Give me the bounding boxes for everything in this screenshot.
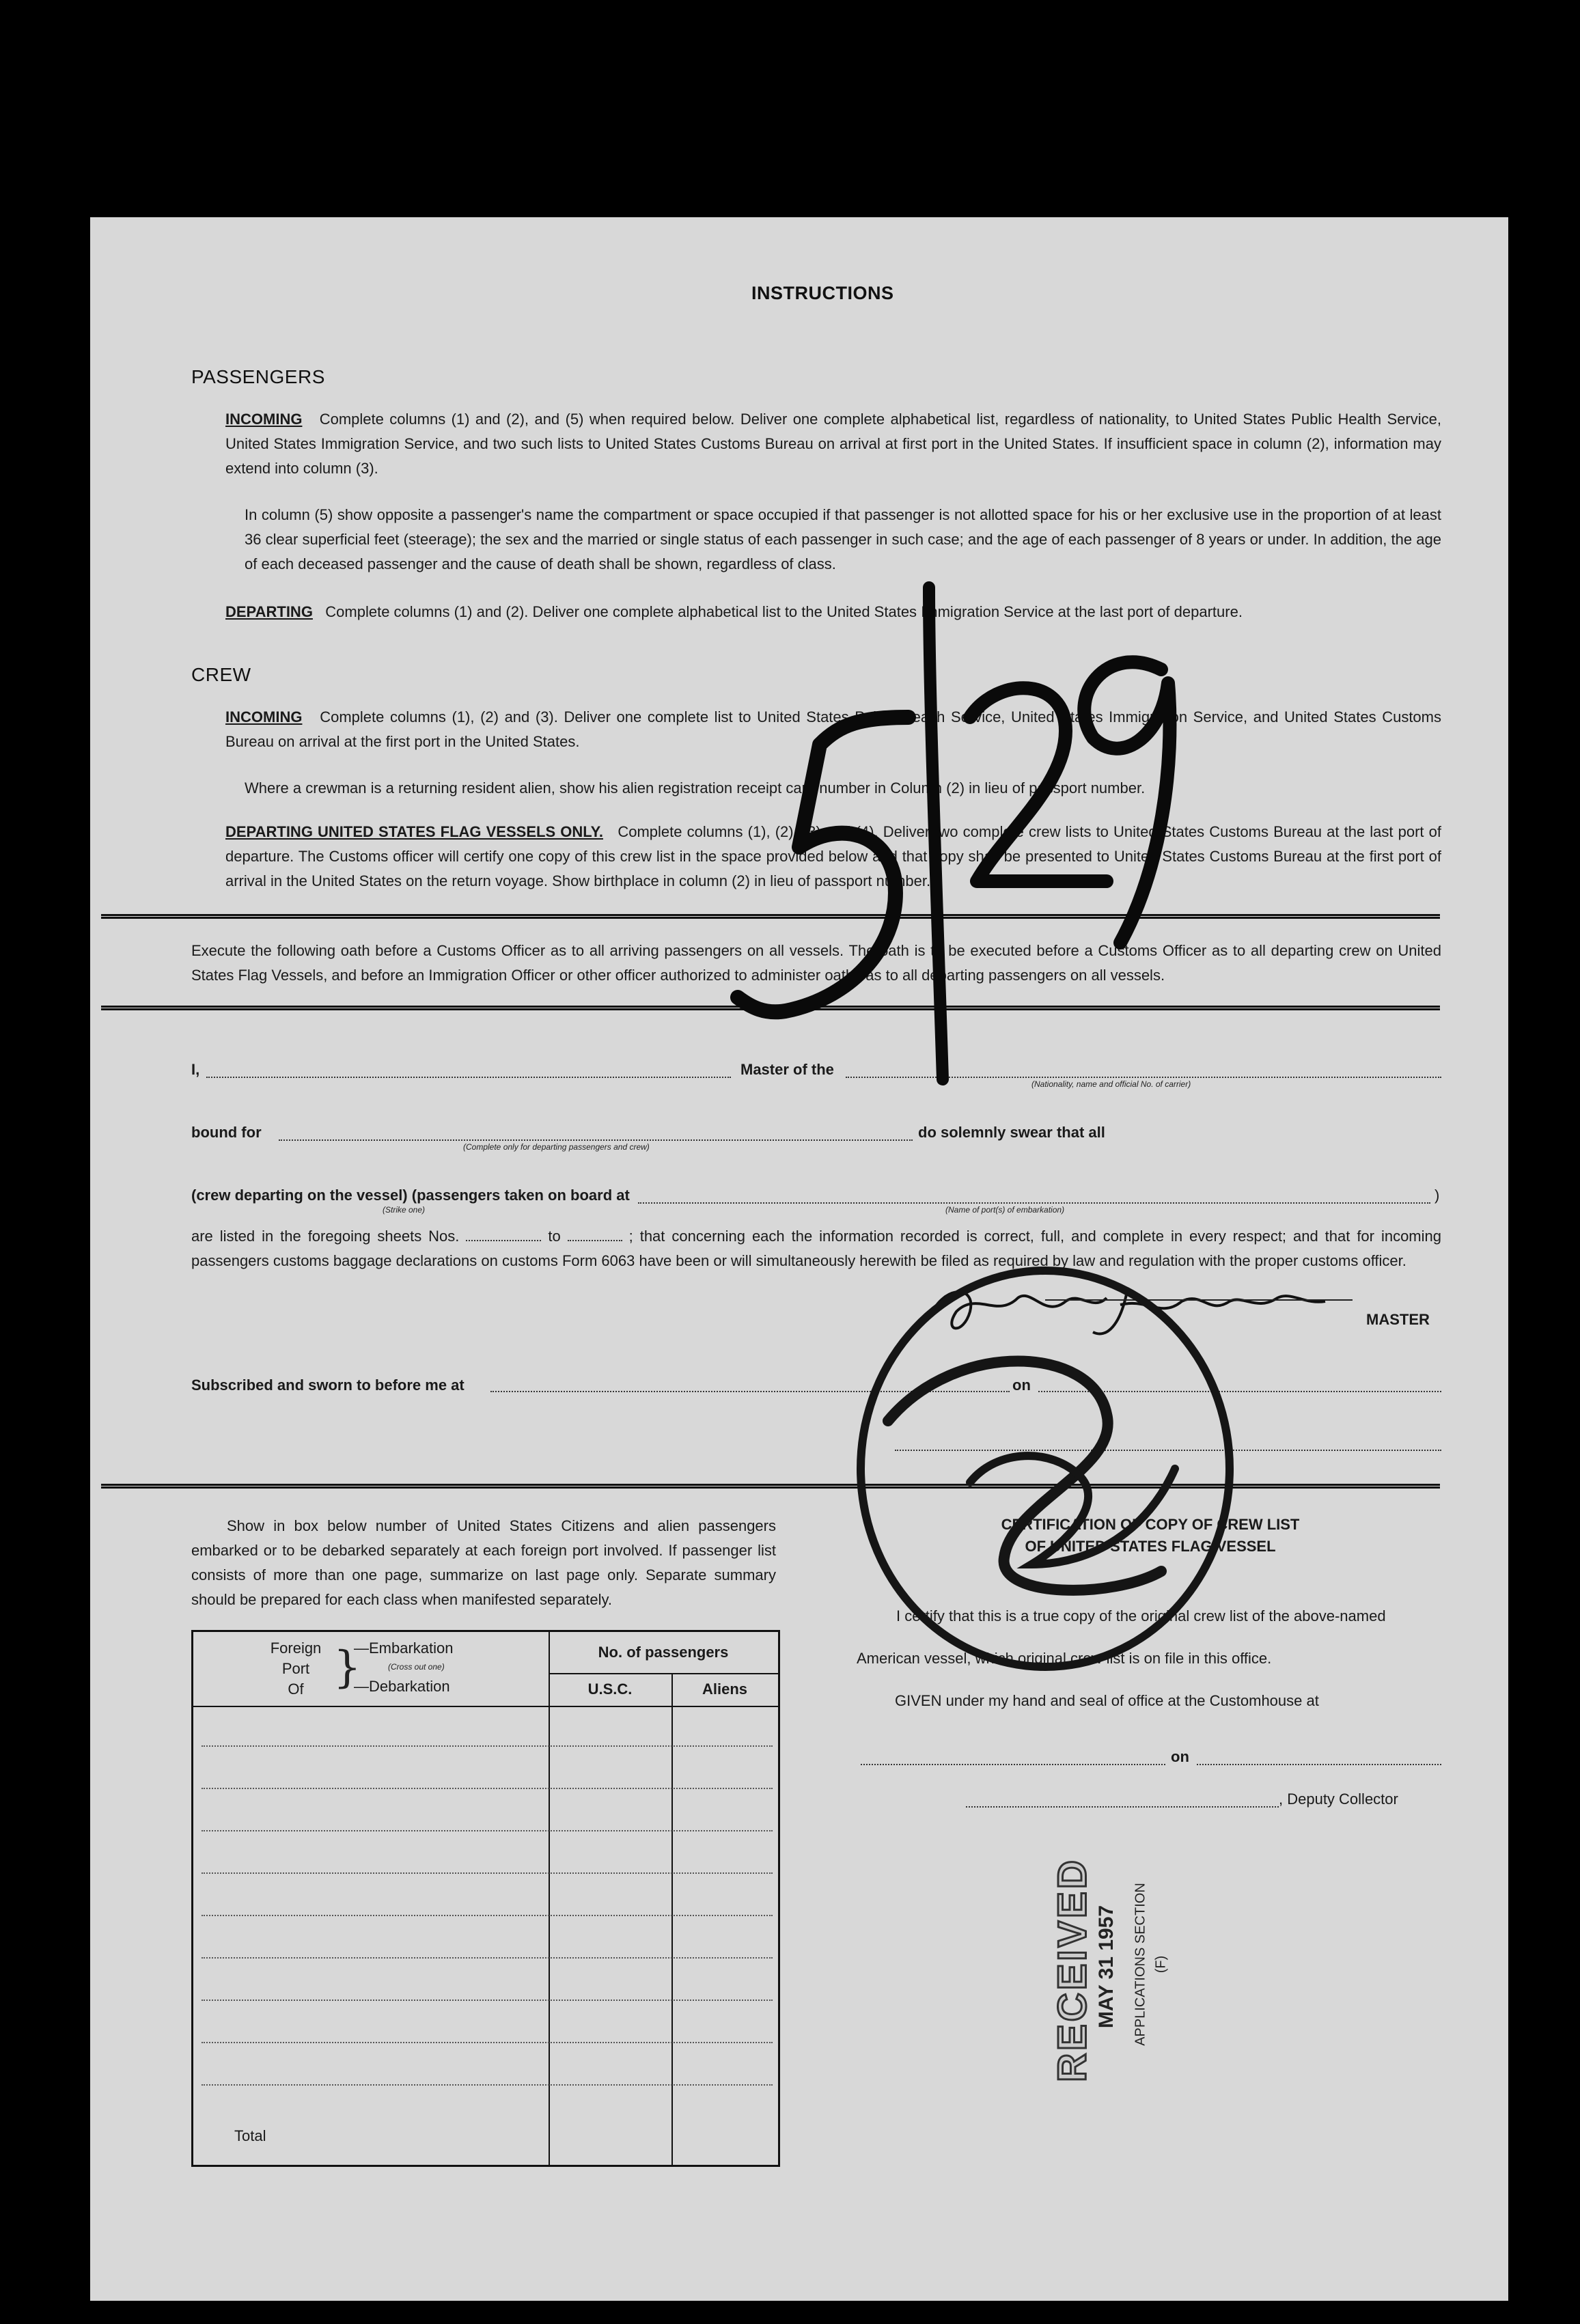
divider-2 [101, 1006, 1440, 1010]
crew-incoming-label: INCOMING [225, 708, 303, 725]
brace: } [333, 1642, 361, 1693]
certification-on-label: on [1171, 1748, 1189, 1765]
passengers-departing-label: DEPARTING [225, 603, 313, 620]
master-signature [915, 1271, 1339, 1346]
summary-row-1[interactable] [202, 1745, 773, 1747]
crew-heading: CREW [191, 664, 251, 685]
passenger-summary-table [191, 1630, 780, 2167]
usc-header: U.S.C. [587, 1680, 633, 1698]
summary-row-2[interactable] [202, 1788, 773, 1789]
crew-incoming-block [225, 705, 1441, 754]
debarkation-label: —Debarkation [354, 1678, 450, 1695]
listed-block [191, 1224, 1441, 1273]
received-stamp-f: (F) [1153, 1955, 1169, 1974]
subscribed-label: Subscribed and sworn to before me at [191, 1377, 465, 1394]
deputy-collector-field[interactable] [966, 1806, 1279, 1808]
american-text: American vessel, which original crew list is on file in this office. [857, 1650, 1272, 1667]
master-label: MASTER [1366, 1311, 1430, 1328]
passengers-departing-text: Complete columns (1) and (2). Deliver one complete alphabetical list to the United States Immigration Service at the last port of departure. [325, 603, 1243, 620]
crew-departing-label-line: (crew departing on the vessel) (passengers taken on board at [191, 1187, 630, 1204]
header-split [549, 1673, 778, 1674]
of-word: Of [288, 1680, 304, 1698]
passengers-departing-block [225, 600, 1441, 624]
divider-1 [101, 914, 1440, 919]
certification-title-2: OF UNITED STATES FLAG VESSEL [1025, 1538, 1276, 1555]
received-stamp [997, 1844, 1169, 2090]
ports-caption: (Name of port(s) of embarkation) [945, 1205, 1065, 1215]
oath-intro: Execute the following oath before a Customs Officer as to all arriving passengers on all vessels. The oath is to be executed before a Customs Officer as to all departing crew on United States Flag Vessels, and before an Immigration Officer or other officer authorized to administer oaths as to all departing passengers on all vessels. [191, 942, 1441, 984]
passengers-incoming-block [225, 407, 1441, 481]
crew-resident-text: Where a crewman is a returning resident alien, show his alien registration receipt card number in Column (2) in lieu of passport number. [245, 779, 1146, 797]
col-divider-2 [671, 1673, 673, 2165]
sheet-from-field[interactable] [466, 1240, 541, 1241]
subscribed-place-field[interactable] [490, 1391, 1010, 1392]
bound-for-field[interactable] [279, 1139, 913, 1141]
total-label: Total [234, 2127, 266, 2144]
summary-row-4[interactable] [202, 1872, 773, 1874]
master-name-field[interactable] [206, 1077, 731, 1078]
foreign-port-of [262, 1636, 330, 1702]
certify-text: I certify that this is a true copy of the original crew list of the above-named [896, 1607, 1386, 1624]
customhouse-field[interactable] [861, 1764, 1165, 1765]
sheet-to-field[interactable] [568, 1240, 622, 1241]
crew-departing-block [225, 820, 1441, 894]
crew-departing-label: DEPARTING UNITED STATES FLAG VESSELS ONLY. [225, 823, 603, 840]
summary-row-6[interactable] [202, 1957, 773, 1959]
oath-i-label: I, [191, 1061, 200, 1078]
crew-incoming-text: Complete columns (1), (2) and (3). Deliver one complete list to United States Public Health Service, United States Immigration Service, and United States Customs Bureau on arrival at the first port in the United States. [225, 708, 1441, 750]
bound-for-label: bound for [191, 1124, 262, 1141]
listed-label: are listed in the foregoing sheets Nos. [191, 1228, 460, 1245]
passengers-incoming-text: Complete columns (1) and (2), and (5) when required below. Deliver one complete alphabetical list, regardless of nationality, to United States Public Health Service, United States Immigration Service, and two such lists to United States Customs Bureau on arrival at first port in the United States. If insufficient space in column (2), information may extend into column (3). [225, 411, 1441, 477]
summary-row-5[interactable] [202, 1915, 773, 1916]
summary-instructions: Show in box below number of United States Citizens and alien passengers embarked or to be debarked separately at each foreign port involved. If passenger list consists of more than one page, summarize on last page only. Separate summary should be prepared for each class when manifested separately. [191, 1517, 776, 1608]
cross-out-caption: (Cross out one) [388, 1662, 445, 1672]
passengers-incoming-label: INCOMING [225, 411, 303, 428]
listed-text: ; that concerning each the information recorded is correct, full, and complete in every respect; and that for incoming passengers customs baggage declarations on customs Form 6063 have been or will simultaneously herewith be filed as required by law and regulation with the proper customs officer. [191, 1228, 1441, 1269]
received-stamp-date: MAY 31 1957 [1095, 1905, 1118, 2029]
summary-row-9[interactable] [202, 2084, 773, 2086]
subscribed-on-label: on [1012, 1377, 1031, 1394]
crew-departing-text: Complete columns (1), (2), (3) and (4). Deliver two complete crew lists to United States Customs Bureau at the last port of departure. The Customs officer will certify one copy of this crew list in the space provided below and that copy shall be presented to United States Customs Bureau at the first port of arrival in the United States on the return voyage. Show birthplace in column (2) in lieu of passport number. [225, 823, 1441, 889]
header-bottom [193, 1706, 778, 1707]
passengers-heading: PASSENGERS [191, 366, 325, 387]
ports-field[interactable] [638, 1202, 1430, 1204]
oath-master-of-label: Master of the [740, 1061, 834, 1078]
received-stamp-section: APPLICATIONS SECTION [1133, 1883, 1148, 2046]
passengers-column5-text: In column (5) show opposite a passenger's name the compartment or space occupied if that passenger is not allotted space for his or her exclusive use in the proportion of at least 36 clear superficial feet (steerage); the sex and the married or single status of each passenger in such case; and the age of each passenger of 8 years or under. In addition, the age of each deceased passenger and the cause of death shall be shown, regardless of class. [245, 506, 1441, 572]
to-label: to [548, 1228, 561, 1245]
summary-row-3[interactable] [202, 1830, 773, 1831]
subscribed-date-field[interactable] [1038, 1391, 1441, 1392]
certification-title-1: CERTIFICATION OF COPY OF CREW LIST [1001, 1516, 1300, 1533]
given-text: GIVEN under my hand and seal of office at the Customhouse at [895, 1692, 1319, 1709]
strike-caption: (Strike one) [383, 1205, 426, 1215]
carrier-field[interactable] [846, 1077, 1441, 1078]
port-word: Port [281, 1660, 310, 1677]
close-paren: ) [1435, 1187, 1440, 1204]
summary-row-7[interactable] [202, 2000, 773, 2001]
nationality-caption: (Nationality, name and official No. of carrier) [1031, 1079, 1191, 1089]
foreign-word: Foreign [270, 1640, 322, 1657]
swear-label: do solemnly swear that all [918, 1124, 1105, 1141]
divider-3 [101, 1484, 1440, 1489]
summary-row-8[interactable] [202, 2042, 773, 2043]
received-stamp-word: RECEIVED [1050, 1857, 1095, 2082]
page-title: INSTRUCTIONS [751, 283, 894, 303]
aliens-header: Aliens [702, 1680, 748, 1698]
embarkation-label: —Embarkation [354, 1640, 454, 1657]
no-of-passengers-header: No. of passengers [598, 1644, 729, 1661]
bound-caption: (Complete only for departing passengers and crew) [463, 1142, 650, 1152]
certification-date-field[interactable] [1197, 1764, 1441, 1765]
master-signature-line [1045, 1299, 1353, 1301]
officer-signature-field[interactable] [895, 1450, 1441, 1451]
deputy-collector-label: , Deputy Collector [1279, 1790, 1398, 1808]
